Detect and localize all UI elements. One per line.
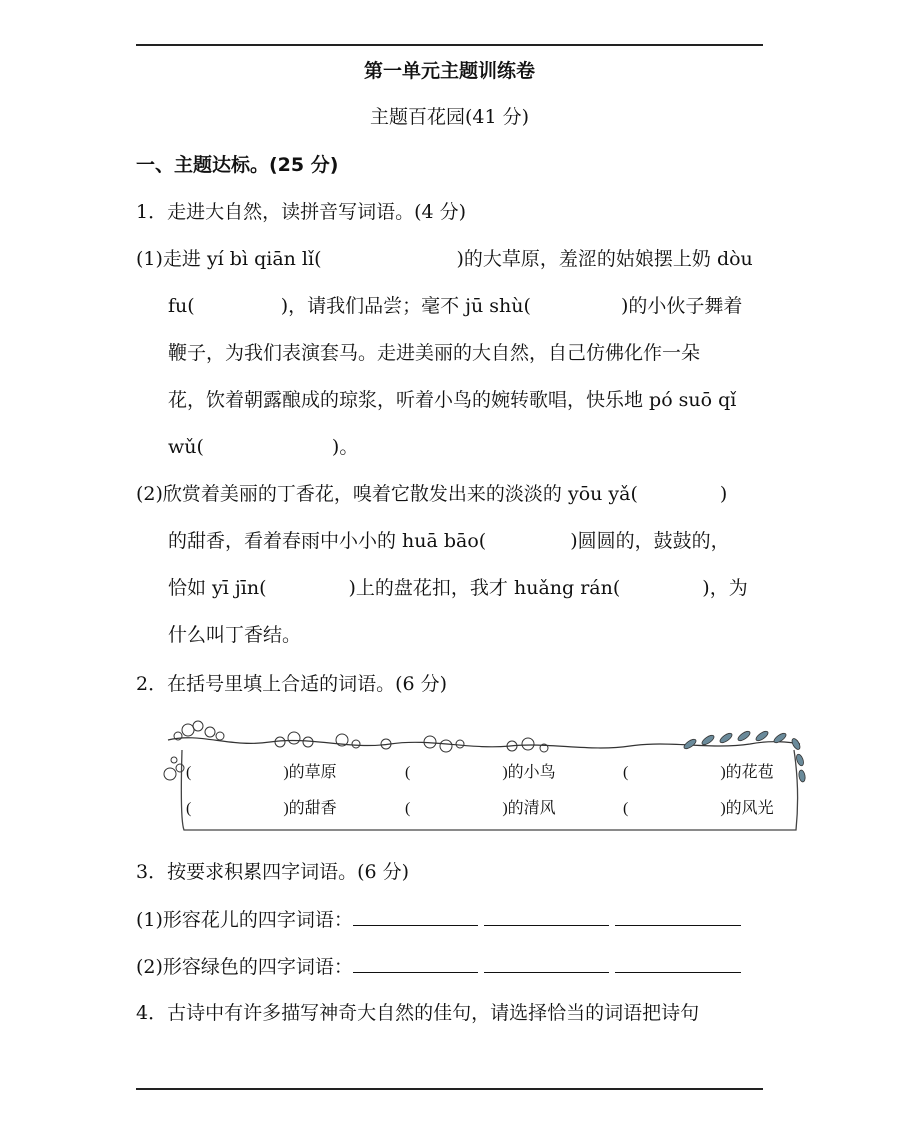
fill-item: ( )的小鸟 (405, 764, 556, 781)
q1-p2-line3: 恰如 yī jīn( )上的盘花扣，我才 huǎng rán( )，为 (168, 577, 748, 599)
bottom-rule (136, 1088, 763, 1090)
question-4-stem: 4．古诗中有许多描写神奇大自然的佳句，请选择恰当的词语把诗句 (136, 1002, 700, 1024)
question-2-stem: 2．在括号里填上合适的词语。(6 分) (136, 673, 448, 695)
q1-p1-line3: 鞭子，为我们表演套马。走进美丽的大自然，自己仿佛化作一朵 (168, 342, 701, 364)
page-subtitle: 主题百花园(41 分) (369, 106, 530, 128)
fill-item: ( )的甜香 (186, 800, 337, 817)
q1-p1-line4: 花，饮着朝露酿成的琼浆，听着小鸟的婉转歌唱，快乐地 pó suō qǐ (168, 389, 737, 411)
question-3-stem: 3．按要求积累四字词语。(6 分) (136, 861, 410, 883)
answer-blank[interactable] (204, 452, 332, 453)
q1-p1-line5: wǔ( )。 (168, 436, 359, 458)
answer-blank[interactable] (486, 546, 570, 547)
answer-underline[interactable] (484, 954, 609, 973)
decorated-answer-box (160, 720, 808, 836)
answer-blank[interactable] (628, 776, 720, 777)
q1-p2-line4: 什么叫丁香结。 (168, 624, 302, 646)
answer-underline[interactable] (615, 907, 741, 926)
q3-line1: (1)形容花儿的四字词语： (136, 907, 741, 932)
answer-underline[interactable] (353, 907, 478, 926)
question-1-stem: 1．走进大自然，读拼音写词语。(4 分) (136, 201, 467, 223)
top-rule (136, 44, 763, 46)
q3-line2: (2)形容绿色的四字词语： (136, 954, 741, 979)
q1-p2-line2: 的甜香，看着春雨中小小的 huā bāo( )圆圆的，鼓鼓的， (168, 530, 730, 552)
fill-item: ( )的风光 (623, 800, 774, 817)
fill-item: ( )的清风 (405, 800, 556, 817)
answer-blank[interactable] (191, 812, 283, 813)
fill-item: ( )的花苞 (623, 764, 774, 781)
answer-underline[interactable] (484, 907, 609, 926)
answer-blank[interactable] (322, 264, 457, 265)
section-heading: 一、主题达标。(25 分) (136, 154, 339, 176)
answer-blank[interactable] (638, 499, 720, 500)
fill-item: ( )的草原 (186, 764, 337, 781)
answer-underline[interactable] (353, 954, 478, 973)
answer-blank[interactable] (195, 311, 281, 312)
answer-blank[interactable] (410, 812, 502, 813)
q1-p2-line1: (2)欣赏着美丽的丁香花，嗅着它散发出来的淡淡的 yōu yǎ( ) (136, 483, 728, 505)
page-title: 第一单元主题训练卷 (363, 60, 535, 82)
q1-p1-line2: fu( )，请我们品尝；毫不 jū shù( )的小伙子舞着 (168, 295, 743, 317)
answer-blank[interactable] (620, 593, 702, 594)
answer-blank[interactable] (191, 776, 283, 777)
answer-blank[interactable] (628, 812, 720, 813)
answer-blank[interactable] (267, 593, 349, 594)
q1-p1-line1: (1)走进 yí bì qiān lǐ( )的大草原，羞涩的姑娘摆上奶 dòu (136, 248, 753, 270)
answer-blank[interactable] (410, 776, 502, 777)
answer-underline[interactable] (615, 954, 741, 973)
answer-blank[interactable] (531, 311, 621, 312)
